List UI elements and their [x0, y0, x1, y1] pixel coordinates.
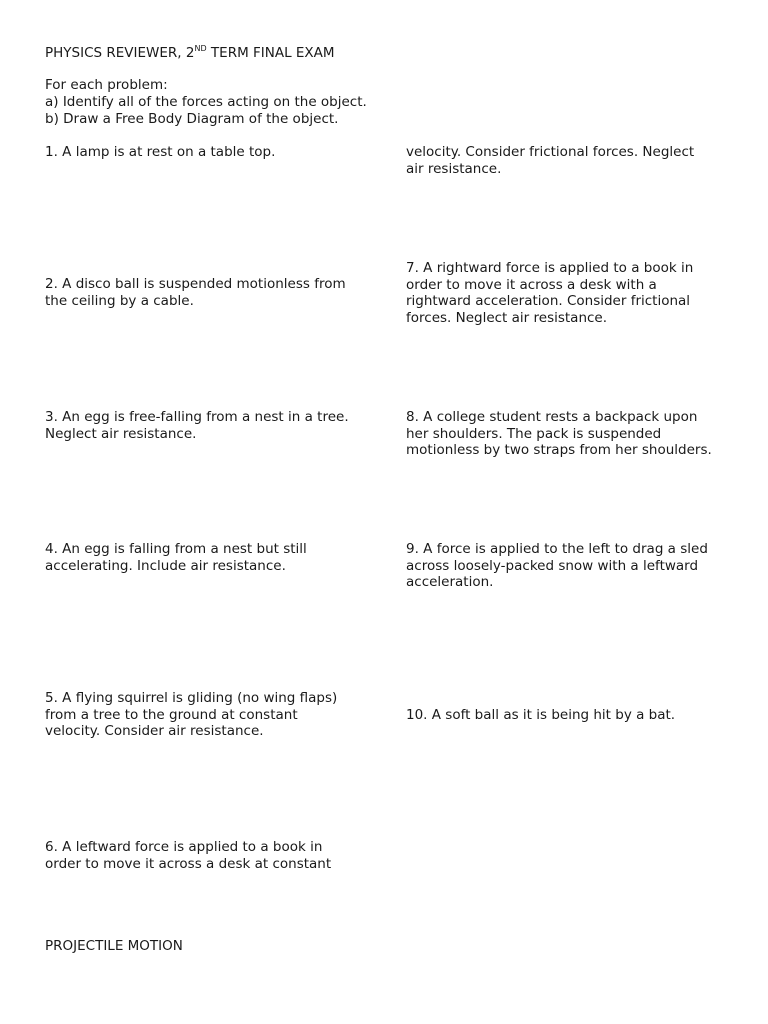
- instructions-intro: For each problem:: [45, 77, 168, 93]
- title-superscript: ND: [194, 43, 207, 53]
- section-heading-projectile-motion: PROJECTILE MOTION: [45, 938, 183, 954]
- problem-2: 2. A disco ball is suspended motionless from the ceiling by a cable.: [45, 276, 346, 309]
- problem-3: 3. An egg is free-falling from a nest in a tree. Neglect air resistance.: [45, 409, 349, 442]
- problem-6: 6. A leftward force is applied to a book in order to move it across a desk at constant: [45, 839, 332, 872]
- document-title: [45, 45, 335, 62]
- problem-1: 1. A lamp is at rest on a table top.: [45, 144, 276, 160]
- problem-4: 4. An egg is falling from a nest but still accelerating. Include air resistance.: [45, 541, 307, 574]
- title-suffix: TERM FINAL EXAM: [206, 45, 335, 61]
- problem-10: 10. A soft ball as it is being hit by a bat.: [406, 707, 676, 723]
- problem-9: 9. A force is applied to the left to drag a sled across loosely-packed snow with a leftward acceleration.: [406, 541, 708, 590]
- instructions-item-a: a) Identify all of the forces acting on the object.: [45, 94, 367, 110]
- instructions-item-b: b) Draw a Free Body Diagram of the object.: [45, 111, 339, 127]
- problem-8: 8. A college student rests a backpack upon her shoulders. The pack is suspended motionless by two straps from her shoulders.: [406, 409, 712, 458]
- title-prefix: PHYSICS REVIEWER, 2: [45, 45, 195, 61]
- problem-5: 5. A flying squirrel is gliding (no wing flaps) from a tree to the ground at constant velocity. Consider air resistance.: [45, 690, 338, 739]
- problem-6-continuation: velocity. Consider frictional forces. Neglect air resistance.: [406, 144, 695, 177]
- problem-7: 7. A rightward force is applied to a book in order to move it across a desk with a rightward acceleration. Consider frictional forces. Neglect air resistance.: [406, 260, 694, 326]
